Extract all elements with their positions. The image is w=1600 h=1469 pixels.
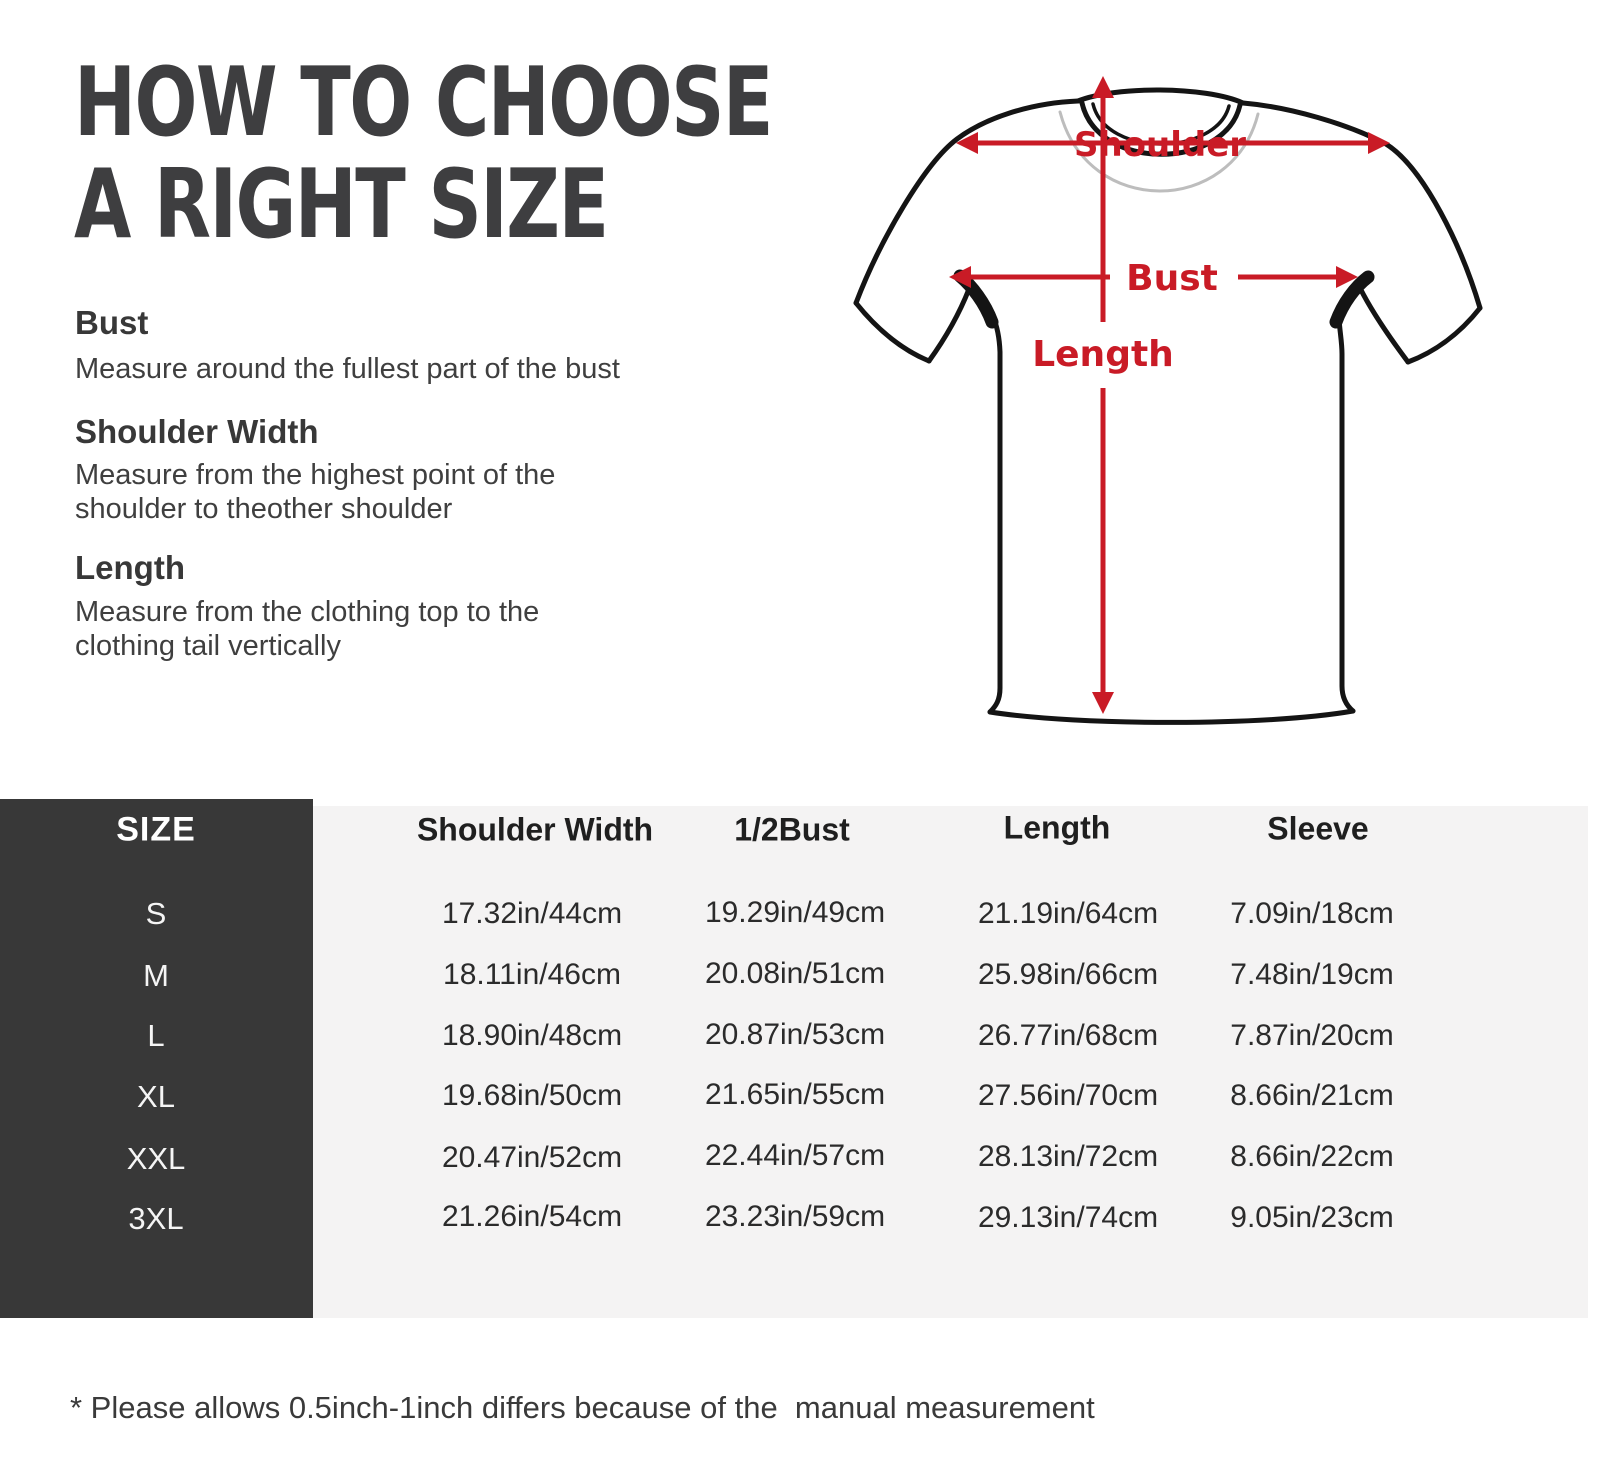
instruction-text-shoulder-width-line-1: Measure from the highest point of the — [75, 459, 556, 491]
size-row-label-3xl: 3XL — [128, 1201, 184, 1236]
page-title-line-2: A RIGHT SIZE — [74, 150, 608, 260]
cell-s-length: 21.19in/64cm — [977, 897, 1159, 930]
cell-s-shoulder-width: 17.32in/44cm — [441, 897, 623, 930]
size-row-label-xl: XL — [137, 1079, 175, 1114]
column-header-half-bust: 1/2Bust — [734, 811, 850, 848]
cell-m-half-bust: 20.08in/51cm — [704, 957, 886, 990]
column-header-shoulder-width: Shoulder Width — [416, 811, 654, 848]
cell-m-sleeve: 7.48in/19cm — [1230, 958, 1394, 991]
size-table-body-background — [313, 806, 1588, 1318]
size-table-size-column — [0, 799, 313, 1318]
column-header-sleeve: Sleeve — [1267, 810, 1369, 847]
size-row-label-xxl: XXL — [126, 1141, 186, 1176]
cell-xxl-half-bust: 22.44in/57cm — [704, 1139, 886, 1172]
cell-l-shoulder-width: 18.90in/48cm — [441, 1019, 623, 1052]
size-row-label-s: S — [145, 896, 167, 931]
cell-l-length: 26.77in/68cm — [977, 1019, 1159, 1052]
cell-xl-half-bust: 21.65in/55cm — [704, 1078, 886, 1111]
size-column-header: SIZE — [116, 810, 196, 849]
cell-s-half-bust: 19.29in/49cm — [704, 896, 886, 929]
measurement-arrows — [949, 76, 1390, 714]
instruction-heading-bust: Bust — [75, 304, 149, 341]
page-title — [74, 48, 772, 260]
size-row-label-l: L — [147, 1018, 165, 1053]
instruction-text-bust: Measure around the fullest part of the bust — [75, 353, 620, 385]
bust-label: Bust — [1126, 258, 1218, 299]
instruction-text-shoulder-width-line-2: shoulder to theother shoulder — [75, 493, 453, 525]
cell-xl-shoulder-width: 19.68in/50cm — [441, 1079, 623, 1112]
tshirt-measurement-diagram — [808, 52, 1514, 764]
cell-l-half-bust: 20.87in/53cm — [704, 1018, 886, 1051]
cell-xxl-sleeve: 8.66in/22cm — [1230, 1140, 1394, 1173]
cell-m-shoulder-width: 18.11in/46cm — [443, 958, 621, 991]
size-row-label-m: M — [143, 958, 169, 993]
shoulder-label: Shoulder — [1073, 125, 1247, 165]
cell-s-sleeve: 7.09in/18cm — [1230, 897, 1394, 930]
measurement-disclaimer: * Please allows 0.5inch-1inch differs because of the manual measurement — [70, 1390, 1095, 1425]
instruction-heading-shoulder-width: Shoulder Width — [75, 413, 319, 450]
cell-3xl-shoulder-width: 21.26in/54cm — [441, 1200, 623, 1233]
cell-m-length: 25.98in/66cm — [977, 958, 1159, 991]
size-table — [0, 799, 1588, 1318]
measurement-labels — [1032, 125, 1246, 375]
length-arrow — [1092, 76, 1114, 714]
instruction-text-length-line-1: Measure from the clothing top to the — [75, 596, 540, 628]
instruction-heading-length: Length — [75, 549, 185, 586]
cell-3xl-half-bust: 23.23in/59cm — [704, 1200, 886, 1233]
length-label: Length — [1032, 334, 1174, 375]
cell-xl-sleeve: 8.66in/21cm — [1230, 1079, 1394, 1112]
cell-l-sleeve: 7.87in/20cm — [1230, 1019, 1394, 1052]
column-header-length: Length — [1003, 809, 1111, 846]
cell-xxl-length: 28.13in/72cm — [977, 1140, 1159, 1173]
cell-xl-length: 27.56in/70cm — [977, 1079, 1159, 1112]
cell-3xl-sleeve: 9.05in/23cm — [1230, 1201, 1394, 1234]
tshirt-outline — [856, 90, 1480, 722]
page-title-line-1: HOW TO CHOOSE — [74, 48, 772, 158]
instruction-text-length-line-2: clothing tail vertically — [75, 630, 341, 662]
cell-xxl-shoulder-width: 20.47in/52cm — [441, 1141, 623, 1174]
cell-3xl-length: 29.13in/74cm — [977, 1201, 1159, 1234]
